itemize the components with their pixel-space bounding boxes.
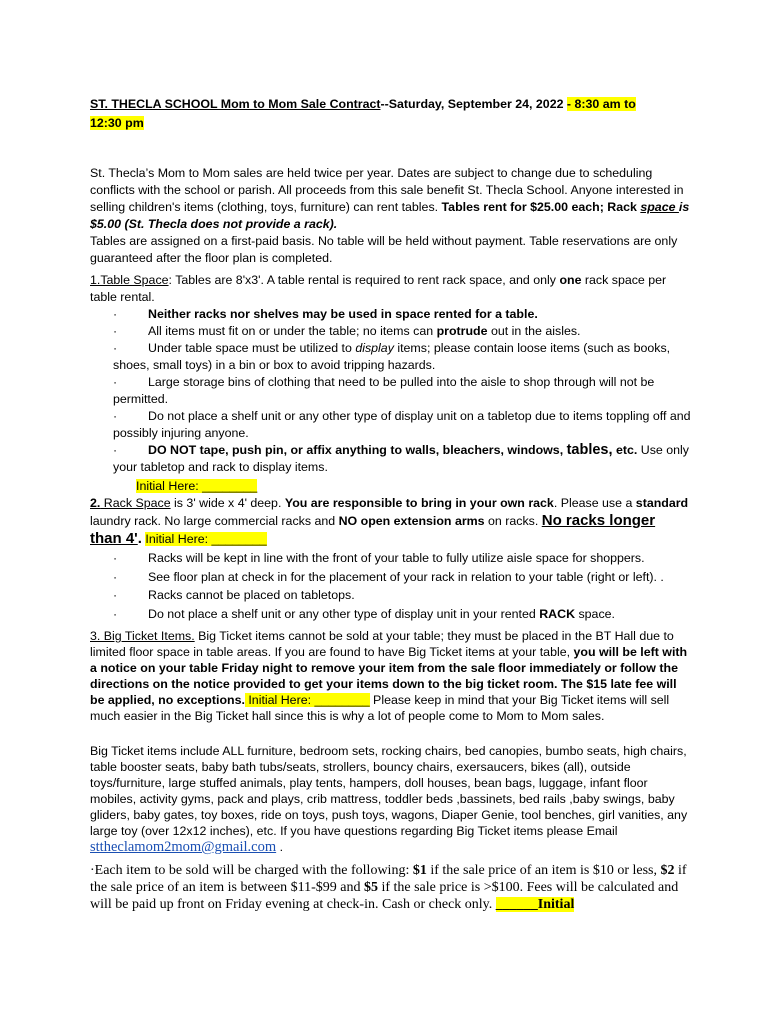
- big-ticket-heading: 3. Big Ticket Items.: [90, 629, 195, 643]
- rack-space-word: space: [640, 200, 679, 214]
- list-item: · Under table space must be utilized to display items; please contain loose items (such as books, shoes, small toys) in a bin or box to avoid tripping hazards.: [113, 341, 671, 372]
- email-link[interactable]: sttheclamom2mom@gmail.com: [90, 839, 277, 855]
- page-title: [90, 95, 660, 133]
- list-item: · See floor plan at check in for the placement of your rack in relation to your table (right or left). .: [113, 569, 664, 584]
- no-racks-warning: No racks longer than 4': [90, 512, 656, 547]
- big-ticket-list: Big Ticket items include ALL furniture, bedroom sets, rocking chairs, bed canopies, bumbo seats, high chairs, table booster seats, baby bath tubs/seats, strollers, bouncy chairs, exersaucers, bikes (all), outside toys/furniture, large stuffed animals, play tents, hampers, doll houses, bean bags, luggage, infant floor mobiles, activity gyms, pack and plays, crib mattress, toddler beds ,bassinets, bed rails ,baby swings, baby gliders, baby gates, toy boxes, ride on toys, push toys, wagons, Diaper Genie, tool benches, girl vanities, any large toy (over 12x12 inches), etc. If you have questions regarding Big Ticket items please Email sttheclamom2mom@gmail.com .: [90, 744, 688, 855]
- table-space-initial[interactable]: Initial Here: ________: [136, 479, 258, 493]
- intro-text: St. Thecla’s Mom to Mom sales are held twice per year. Dates are subject to change due to scheduling conflicts with the school or parish. All proceeds from this sale benefit St. Thecla School. Anyone interested in selling children's items (clothing, toys, furniture) can rent tables.: [90, 166, 684, 214]
- table-space-text: : Tables are 8'x3'. A table rental is required to rent rack space, and only: [168, 273, 560, 287]
- one-word: one: [559, 273, 582, 287]
- rack-price-text: is $5.00 (St. Thecla does not provide a rack).: [90, 200, 690, 231]
- list-item: · DO NOT tape, push pin, or affix anything to walls, bleachers, windows, tables, etc. Use only your tabletop and rack to display items.: [113, 442, 689, 474]
- table-space-heading: 1.Table Space: [90, 273, 169, 287]
- table-rent-text: Tables rent for $25.00 each; Rack: [441, 200, 641, 214]
- big-ticket-initial[interactable]: Initial Here: ________: [244, 693, 370, 707]
- rack-space-number: 2.: [90, 496, 101, 510]
- title-date: --Saturday, September 24, 2022: [380, 97, 567, 111]
- assignment-text: Tables are assigned on a first-paid basis. No table will be held without payment. Table reservations are only guaranteed after the floor plan is completed.: [90, 234, 678, 265]
- list-item: · Neither racks nor shelves may be used in space rented for a table.: [113, 307, 538, 321]
- rack-space-heading: Rack Space: [100, 496, 171, 510]
- list-item: · Large storage bins of clothing that need to be pulled into the aisle to shop through will not be permitted.: [113, 375, 655, 406]
- title-time-start: - 8:30 am to: [566, 97, 636, 111]
- list-item: · Racks will be kept in line with the front of your table to fully utilize aisle space for shoppers.: [113, 551, 645, 565]
- rack-space-section: 2. Rack Space is 3' wide x 4' deep. You are responsible to bring in your own rack. Please use a standard laundry rack. No large commercial racks and NO open extension arms on racks. No racks longer than 4'. Initial Here: ________: [90, 496, 689, 547]
- rack-space-initial[interactable]: Initial Here: ________: [145, 532, 267, 546]
- table-space-section: [90, 272, 690, 306]
- title-time-end: 12:30 pm: [90, 116, 144, 130]
- list-item: · Racks cannot be placed on tabletops.: [113, 588, 355, 602]
- rack-space-bullets: [113, 549, 693, 623]
- fees-initial[interactable]: ______Initial: [495, 897, 575, 912]
- table-space-text-end: rack space per table rental.: [90, 273, 667, 304]
- big-ticket-section: 3. Big Ticket Items. Big Ticket items cannot be sold at your table; they must be placed in the BT Hall due to limited floor space in table areas. If you are found to have Big Ticket items at your table, you will be left with a notice on your table Friday night to remove your item from the sale floor immediately or follow the directions on the notice provided to get your items down to the big ticket room. The $15 late fee will be applied, no exceptions. Initial Here: ________ Please keep in mind that your Big Ticket items will sell much easier in the Big Ticket hall since this is why a lot of people come to Mom to Mom sales.: [90, 629, 688, 723]
- fees-paragraph: ·Each item to be sold will be charged with the following: $1 if the sale price of an item is $10 or less, $2 if the sale price of an item is between $11-$99 and $5 if the sale price is >$100. Fees will be calculated and will be paid up front on Friday evening at check-in. Cash or check only. ______Initial: [90, 863, 687, 912]
- intro-paragraph: [90, 165, 690, 267]
- list-item: · Do not place a shelf unit or any other type of display unit in your rented RACK space.: [113, 606, 615, 621]
- list-item: · All items must fit on or under the table; no items can protrude out in the aisles.: [113, 324, 581, 338]
- list-item: · Do not place a shelf unit or any other type of display unit on a tabletop due to items toppling off and possibly injuring anyone.: [113, 409, 691, 440]
- table-space-bullets: [113, 306, 693, 476]
- title-underlined: ST. THECLA SCHOOL Mom to Mom Sale Contract: [90, 97, 381, 111]
